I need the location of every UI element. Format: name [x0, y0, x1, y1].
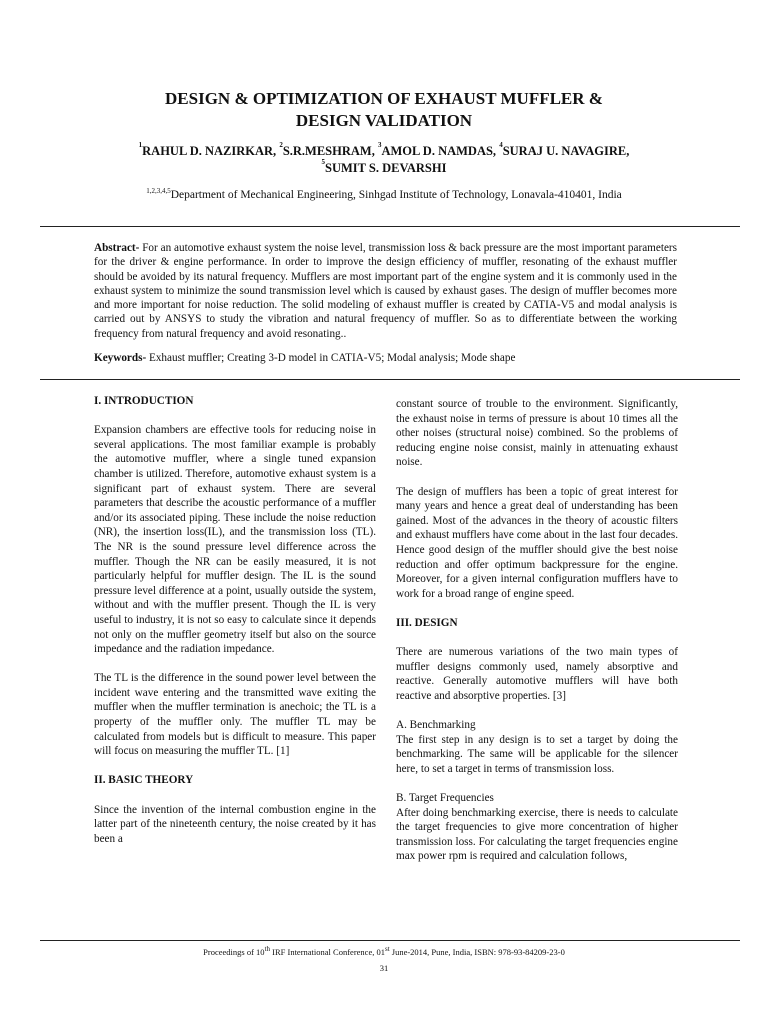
- keywords-text: Exhaust muffler; Creating 3-D model in CATIA-V5; Modal analysis; Mode shape: [146, 352, 516, 364]
- subheading-benchmarking: A. Benchmarking: [396, 719, 476, 732]
- intro-paragraph-2: The TL is the difference in the sound power level between the incident wave entering and the transmitted wave exiting the muffler when the muffler termination is anechoic; the TL is a property of the muffler only. The muffler TL may be calculated from models but is difficult to measure. This paper will focus on measuring the muffler TL. [1]: [94, 672, 376, 758]
- author-1: RAHUL D. NAZIRKAR,: [142, 144, 280, 158]
- keywords: [94, 351, 677, 365]
- basic-theory-paragraph: Since the invention of the internal combustion engine in the latter part of the nineteenth century, the noise created by it has been a: [94, 803, 376, 845]
- right-column: [396, 397, 678, 864]
- author-5: SUMIT S. DEVARSHI: [325, 161, 447, 175]
- intro-paragraph-1: Expansion chambers are effective tools for reducing noise in several applications. The most familiar example is probably the automotive muffler, where a single tuned expansion chamber is utilized. Therefore, automotive exhaust system is a significant part of exhaust system. There are several parameters that describe the acoustic performance of a muffler and/or its associated piping. These include the noise reduction (NR), the insertion loss(IL), and the transmission loss (TL). The NR is the sound pressure level difference across the muffler. Though the NR can be easily measured, it is not particularly helpful for muffler design. The IL is the sound pressure level difference at a point, usually outside the system, without and with the muffler present. Though the IL is very useful to industry, it is not so easy to calculate since it depends not only on the muffler geometry itself but also on the source impedance and the radiation impedance.: [94, 424, 376, 656]
- section-heading-basic-theory: II. BASIC THEORY: [94, 774, 194, 787]
- abstract-text: For an automotive exhaust system the noise level, transmission loss & back pressure are the most important parameters for the driver & engine performance. In order to improve the design efficiency of muffler, resonating of the exhaust muffler should be avoided by its natural frequency. Mufflers are most important part of the engine system and it is commonly used in the exhaust system to minimize the sound transmission level which is caused by exhaust gases. The design of muffler becomes more and more important for noise reduction. The solid modeling of exhaust muffler is created by CATIA-V5 and modal analysis is carried out by ANSYS to study the vibration and natural frequency of muffler. So as to differentiate between the working frequency from natural frequency and avoid resonating..: [94, 242, 677, 340]
- affiliation: [0, 189, 768, 201]
- author-4-sup: 4: [499, 141, 503, 149]
- target-frequencies-paragraph: After doing benchmarking exercise, there is needs to calculate the target frequencies to give more concentration of higher transmission loss. For calculating the target frequencies engine max power rpm is required and calculation follows,: [396, 806, 678, 863]
- top-divider: [40, 226, 740, 227]
- affiliation-text: Department of Mechanical Engineering, Sinhgad Institute of Technology, Lonavala-410401, India: [170, 189, 622, 201]
- title-line-1: DESIGN & OPTIMIZATION OF EXHAUST MUFFLER &: [165, 89, 603, 108]
- design-paragraph: There are numerous variations of the two main types of muffler designs commonly used, namely absorptive and reactive. Generally automotive mufflers will have both reactive and absorptive properties. [3]: [396, 646, 678, 702]
- author-5-sup: 5: [321, 158, 326, 166]
- footer-pre: Proceedings of 10: [203, 947, 265, 957]
- author-2-sup: 2: [279, 141, 283, 149]
- author-line-1: [0, 143, 768, 160]
- left-column: [94, 394, 376, 846]
- author-3-sup: 3: [377, 141, 382, 149]
- footer-citation: [0, 947, 768, 957]
- footer-post: June-2014, Pune, India, ISBN: 978-93-84209-23-0: [389, 947, 565, 957]
- subheading-target-frequencies: B. Target Frequencies: [396, 792, 494, 805]
- title-line-2: DESIGN VALIDATION: [295, 111, 473, 130]
- author-4: SURAJ U. NAVAGIRE,: [502, 144, 630, 158]
- author-list: [0, 143, 768, 177]
- paper-title: [0, 88, 768, 132]
- footer-sup-1: th: [264, 945, 271, 953]
- footer-sup-2: st: [384, 945, 390, 953]
- author-2: S.R.MESHRAM,: [282, 144, 378, 158]
- author-1-sup: 1: [138, 141, 143, 149]
- basic-theory-continued: constant source of trouble to the environment. Significantly, the exhaust noise in terms of pressure is about 10 times all the other noises (structural noise) combined. So the problems of reducing engine noise consist, mainly in attenuating exhaust noise.: [396, 398, 678, 469]
- keywords-label: Keywords-: [94, 352, 147, 364]
- benchmarking-paragraph: The first step in any design is to set a target by doing the benchmarking. The same will be applicable for the silencer here, to set a target in terms of transmission loss.: [396, 733, 678, 775]
- affiliation-sup: 1,2,3,4,5: [146, 187, 171, 195]
- author-line-2: [0, 160, 768, 177]
- author-3: AMOL D. NAMDAS,: [381, 144, 500, 158]
- section-heading-design: III. DESIGN: [396, 616, 458, 629]
- abstract-label: Abstract-: [94, 242, 140, 254]
- abstract: [94, 241, 677, 341]
- footer-divider: [40, 940, 740, 941]
- section-heading-introduction: I. INTRODUCTION: [94, 395, 194, 407]
- abstract-divider: [40, 379, 740, 380]
- footer-mid: IRF International Conference, 01: [270, 947, 385, 957]
- page-number: 31: [379, 963, 389, 973]
- basic-theory-paragraph-2: The design of mufflers has been a topic of great interest for many years and hence a great deal of understanding has been gained. Most of the advances in the theory of acoustic filters and exhaust mufflers have come about in the last four decades. Hence good design of the muffler should give the best noise reduction and offer optimum backpressure for the engine. Moreover, for a given internal configuration mufflers have to work for a broad range of engine speed.: [396, 485, 678, 600]
